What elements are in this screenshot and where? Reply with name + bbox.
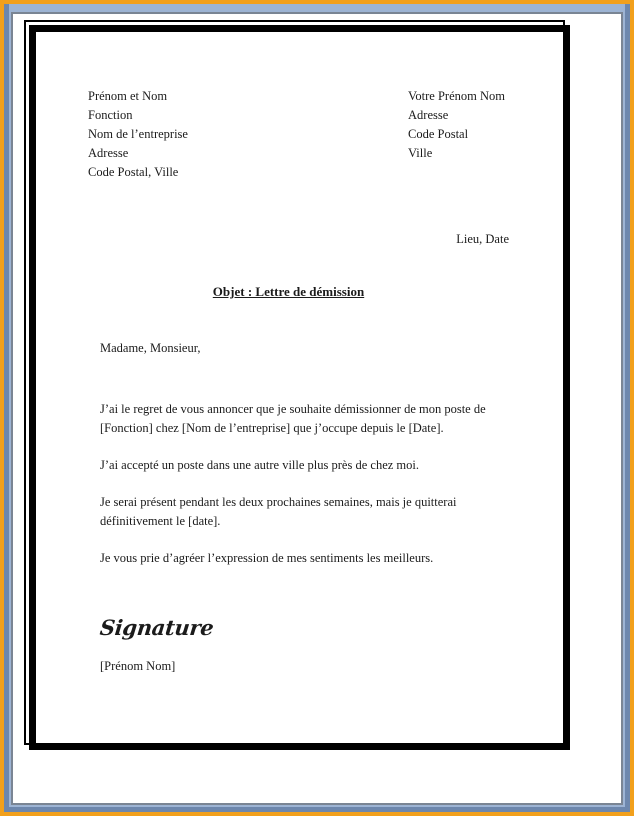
letter-body (88, 400, 523, 568)
sender-line: Adresse (408, 108, 449, 122)
signature-mark: Signature (98, 615, 215, 640)
recipient-line: Adresse (88, 146, 129, 160)
subject-line: Objet : Lettre de démission (212, 284, 365, 299)
sender-address-block (408, 87, 505, 163)
body-paragraph: Je serai présent pendant les deux prochaines semaines, mais je quitterai définitivement le [date]. (100, 495, 457, 528)
body-paragraph: Je vous prie d’agréer l’expression de mes sentiments les meilleurs. (100, 551, 434, 565)
recipient-line: Fonction (88, 108, 133, 122)
recipient-line: Code Postal, Ville (88, 165, 179, 179)
signature-name: [Prénom Nom] (100, 659, 176, 673)
letter-content (36, 32, 563, 743)
place-and-date: Lieu, Date (456, 232, 509, 246)
body-paragraph: J’ai le regret de vous annoncer que je souhaite démissionner de mon poste de [Fonction] chez [Nom de l’entreprise] que j’occupe depuis le [Date]. (100, 402, 486, 435)
body-paragraph: J’ai accepté un poste dans une autre ville plus près de chez moi. (100, 458, 419, 472)
sender-line: Ville (408, 146, 433, 160)
signature-section (88, 616, 523, 674)
recipient-line: Nom de l’entreprise (88, 127, 188, 141)
sender-line: Votre Prénom Nom (408, 89, 505, 103)
recipient-line: Prénom et Nom (88, 89, 168, 103)
address-section (88, 87, 523, 191)
recipient-address-block (88, 87, 188, 182)
salutation: Madame, Monsieur, (100, 341, 201, 355)
sender-line: Code Postal (408, 127, 469, 141)
